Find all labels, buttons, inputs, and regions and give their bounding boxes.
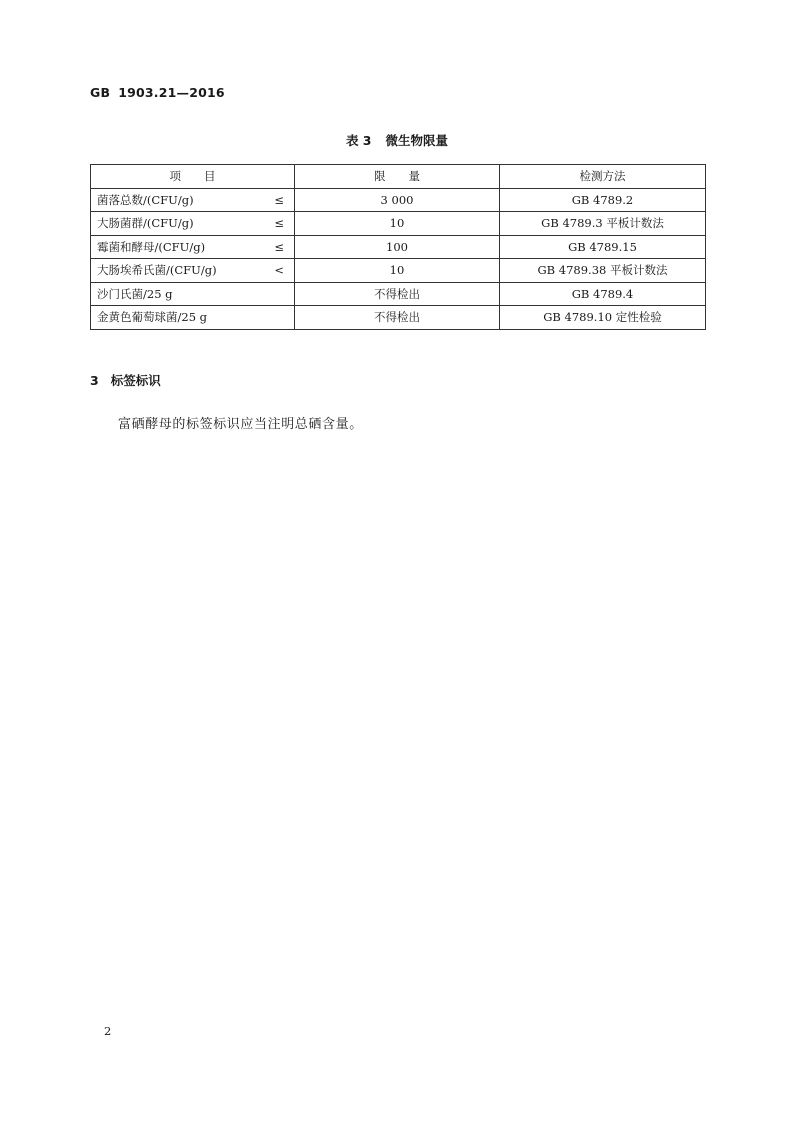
table-caption-number: 表 3: [345, 133, 372, 148]
section-paragraph: 富硒酵母的标签标识应当注明总硒含量。: [118, 417, 363, 432]
relation-symbol: ≤: [274, 239, 284, 254]
table-caption: [0, 131, 794, 149]
method-cell: GB 4789.15: [500, 235, 706, 259]
table-row: [91, 306, 706, 330]
relation-symbol: ≤: [274, 192, 284, 207]
item-name: 金黄色葡萄球菌/25 g: [97, 310, 208, 325]
item-name: 菌落总数/(CFU/g): [97, 192, 194, 207]
table-row: [91, 282, 706, 306]
section-heading: [90, 371, 161, 389]
item-name: 大肠埃希氏菌/(CFU/g): [97, 263, 217, 278]
limit-cell: 100: [295, 235, 500, 259]
limit-cell: 10: [295, 259, 500, 283]
table-caption-title: 微生物限量: [385, 133, 449, 148]
limit-cell: 不得检出: [295, 306, 500, 330]
method-cell: GB 4789.38 平板计数法: [500, 259, 706, 283]
table-row: [91, 235, 706, 259]
table-row: [91, 188, 706, 212]
item-name: 大肠菌群/(CFU/g): [97, 216, 194, 231]
limit-cell: 10: [295, 212, 500, 236]
item-name: 沙门氏菌/25 g: [97, 286, 173, 301]
limit-cell: 不得检出: [295, 282, 500, 306]
relation-symbol: ≤: [274, 216, 284, 231]
item-cell: [91, 235, 295, 259]
method-cell: GB 4789.3 平板计数法: [500, 212, 706, 236]
item-cell: [91, 306, 295, 330]
standard-number: [90, 85, 225, 100]
method-cell: GB 4789.2: [500, 188, 706, 212]
page-number: 2: [104, 1024, 112, 1038]
item-name: 霉菌和酵母/(CFU/g): [97, 239, 206, 254]
column-header-item: 项 目: [91, 165, 295, 189]
method-cell: GB 4789.10 定性检验: [500, 306, 706, 330]
limit-cell: 3 000: [295, 188, 500, 212]
table-row: [91, 212, 706, 236]
standard-code: GB: [90, 85, 111, 100]
standard-number-text: 1903.21—2016: [118, 85, 225, 100]
item-cell: [91, 212, 295, 236]
method-cell: GB 4789.4: [500, 282, 706, 306]
column-header-limit: 限 量: [295, 165, 500, 189]
relation-symbol: <: [274, 263, 284, 278]
table-header-row: [91, 165, 706, 189]
section-number: 3: [90, 373, 99, 388]
item-cell: [91, 259, 295, 283]
item-cell: [91, 188, 295, 212]
column-header-method: 检测方法: [500, 165, 706, 189]
table-row: [91, 259, 706, 283]
section-title: 标签标识: [110, 373, 161, 388]
microbial-limits-table: [90, 164, 706, 330]
item-cell: [91, 282, 295, 306]
